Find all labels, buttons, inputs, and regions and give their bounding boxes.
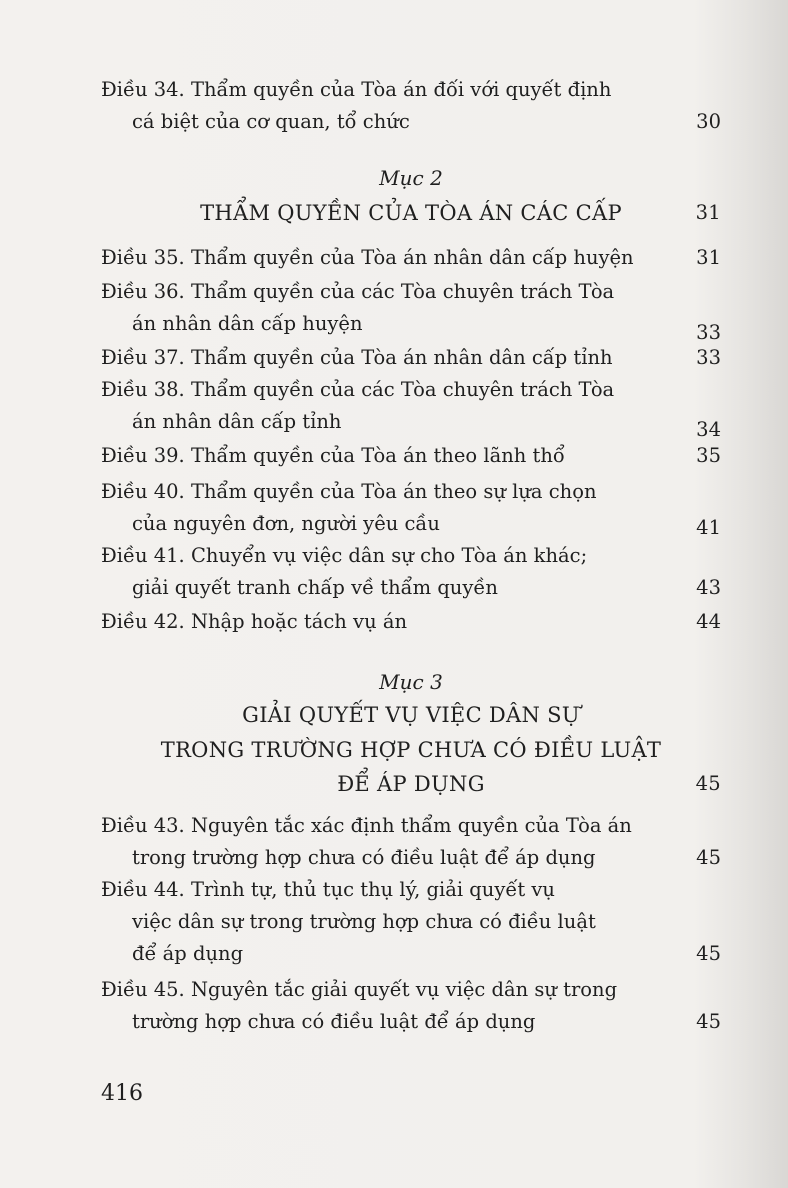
toc-entry-dieu-41 (101, 540, 721, 604)
toc-entry-line: trong trường hợp chưa có điều luật để áp dụng (132, 846, 596, 869)
toc-page-number: 45 (696, 942, 721, 965)
toc-entry-dieu-36 (101, 276, 721, 344)
toc-entry-line: Điều 36. Thẩm quyền của các Tòa chuyên trách Tòa (101, 280, 615, 303)
toc-entry-line: cá biệt của cơ quan, tổ chức (132, 110, 410, 133)
toc-entry-line: Điều 44. Trình tự, thủ tục thụ lý, giải quyết vụ (101, 878, 555, 901)
toc-page-number: 33 (696, 321, 721, 344)
toc-entry-line: Điều 35. Thẩm quyền của Tòa án nhân dân cấp huyện (101, 246, 634, 269)
toc-entry-line: Điều 38. Thẩm quyền của các Tòa chuyên trách Tòa (101, 378, 615, 401)
toc-entry-dieu-38 (101, 374, 721, 441)
toc-page-number: 31 (695, 201, 721, 224)
toc-entry-line: Điều 39. Thẩm quyền của Tòa án theo lãnh thổ (101, 444, 565, 467)
toc-entry-dieu-45 (101, 974, 721, 1038)
toc-entry-dieu-37 (101, 342, 721, 374)
toc-entry-dieu-44 (101, 874, 721, 970)
section-heading-muc-3-line-3 (101, 767, 721, 801)
toc-entry-line: án nhân dân cấp huyện (132, 312, 363, 335)
section-label-muc-3: Mục 3 (379, 670, 443, 694)
section-title: THẨM QUYỀN CỦA TÒA ÁN CÁC CẤP (200, 201, 622, 225)
toc-entry-line: Điều 34. Thẩm quyền của Tòa án đối với quyết định (101, 78, 612, 101)
toc-entry-line: việc dân sự trong trường hợp chưa có điều luật (132, 910, 596, 933)
toc-entry-line: giải quyết tranh chấp về thẩm quyền (132, 576, 498, 599)
toc-entry-dieu-40 (101, 476, 721, 540)
toc-entry-line: Điều 43. Nguyên tắc xác định thẩm quyền của Tòa án (101, 814, 632, 837)
toc-entry-line: án nhân dân cấp tỉnh (132, 410, 342, 433)
toc-page-number: 41 (696, 516, 721, 539)
section-heading-muc-3-line-2: TRONG TRƯỜNG HỢP CHƯA CÓ ĐIỀU LUẬT (160, 738, 662, 762)
toc-page-number: 30 (696, 110, 721, 133)
toc-entry-line: trường hợp chưa có điều luật để áp dụng (132, 1010, 536, 1033)
toc-entry-line: Điều 45. Nguyên tắc giải quyết vụ việc dân sự trong (101, 978, 618, 1001)
toc-entry-line: Điều 40. Thẩm quyền của Tòa án theo sự lựa chọn (101, 480, 597, 503)
toc-page-number: 31 (696, 246, 721, 269)
toc-page-number: 45 (696, 1010, 721, 1033)
section-title: ĐỂ ÁP DỤNG (337, 772, 485, 796)
toc-page-number: 45 (696, 846, 721, 869)
page-number: 416 (101, 1081, 143, 1106)
section-heading-muc-3-line-1: GIẢI QUYẾT VỤ VIỆC DÂN SỰ (242, 703, 580, 727)
toc-page-number: 44 (696, 610, 721, 633)
toc-entry-dieu-43 (101, 810, 721, 874)
section-label-muc-2: Mục 2 (379, 166, 443, 190)
toc-entry-line: Điều 42. Nhập hoặc tách vụ án (101, 610, 408, 633)
toc-page-number: 34 (696, 418, 721, 441)
toc-entry-line: để áp dụng (132, 942, 244, 965)
toc-entry-dieu-42 (101, 606, 721, 638)
section-heading-muc-2 (101, 196, 721, 230)
toc-entry-dieu-35 (101, 242, 721, 274)
toc-entry-dieu-34 (101, 74, 721, 138)
toc-page-number: 45 (695, 772, 721, 795)
toc-page-number: 35 (696, 444, 721, 467)
toc-page-number: 33 (696, 346, 721, 369)
toc-entry-line: Điều 41. Chuyển vụ việc dân sự cho Tòa án khác; (101, 544, 588, 567)
toc-entry-line: của nguyên đơn, người yêu cầu (132, 512, 440, 535)
toc-entry-line: Điều 37. Thẩm quyền của Tòa án nhân dân cấp tỉnh (101, 346, 613, 369)
toc-entry-dieu-39 (101, 440, 721, 472)
toc-page-number: 43 (696, 576, 721, 599)
